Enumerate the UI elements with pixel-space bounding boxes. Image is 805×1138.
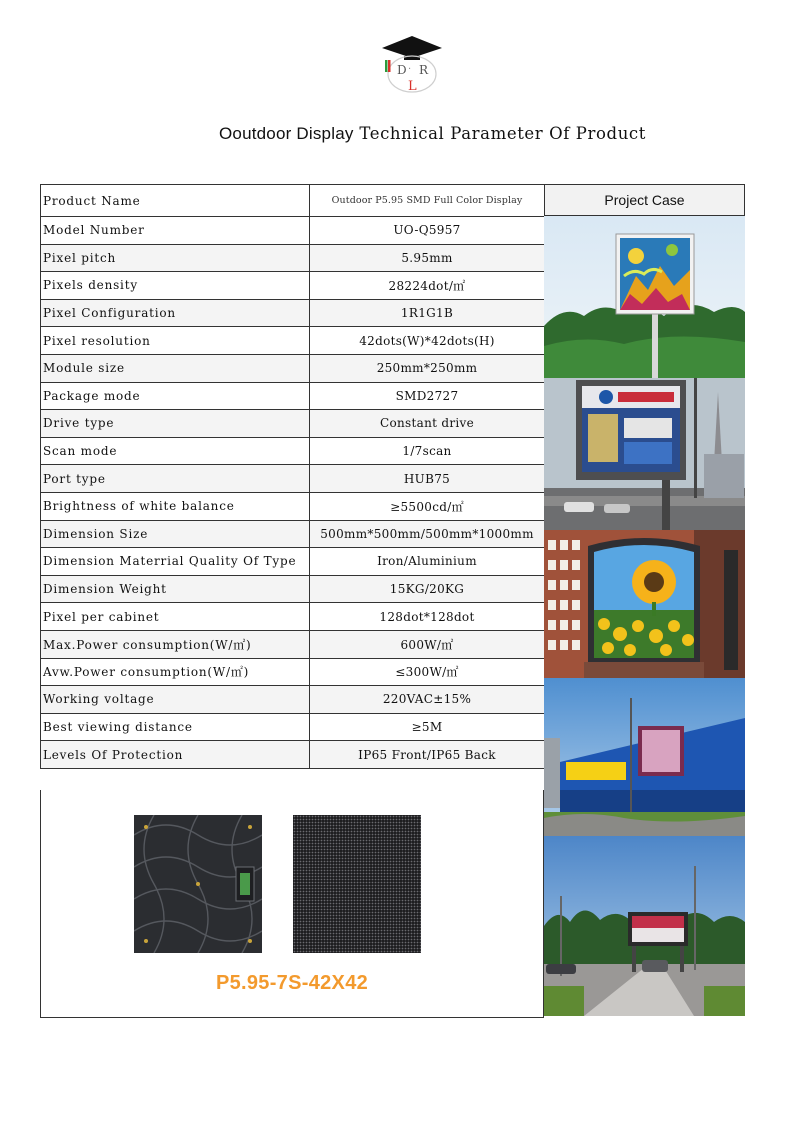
- spec-label: Pixels density: [41, 272, 310, 300]
- spec-row: [41, 382, 545, 410]
- spec-label: Package mode: [41, 382, 310, 410]
- project-case-heading: Project Case: [544, 184, 745, 216]
- logo-letter-d: D: [397, 63, 407, 77]
- spec-value: HUB75: [310, 465, 545, 493]
- project-photo-store-building: [544, 678, 745, 836]
- spec-value: 28224dot/㎡: [310, 272, 545, 300]
- spec-label: Dimension Materrial Quality Of Type: [41, 548, 310, 576]
- spec-label: Pixel pitch: [41, 244, 310, 272]
- spec-label: Avw.Power consumption(W/㎡): [41, 658, 310, 686]
- project-photo-sunflower-facade: [544, 530, 745, 678]
- spec-value: SMD2727: [310, 382, 545, 410]
- spec-value: Constant drive: [310, 410, 545, 438]
- spec-value: 220VAC±15%: [310, 686, 545, 714]
- spec-value: UO-Q5957: [310, 217, 545, 245]
- logo-letter-r: R: [419, 63, 429, 77]
- spec-label: Model Number: [41, 217, 310, 245]
- spec-value: IP65 Front/IP65 Back: [310, 741, 545, 769]
- spec-row: [41, 741, 545, 769]
- spec-value: 500mm*500mm/500mm*1000mm: [310, 520, 545, 548]
- spec-label: Product Name: [41, 185, 310, 217]
- module-back-image: [134, 815, 262, 953]
- spec-row: [41, 713, 545, 741]
- spec-value: ≥5500cd/㎡: [310, 492, 545, 520]
- spec-row: [41, 658, 545, 686]
- spec-value: ≤300W/㎡: [310, 658, 545, 686]
- spec-row: [41, 520, 545, 548]
- spec-label: Dimension Weight: [41, 575, 310, 603]
- spec-label: Drive type: [41, 410, 310, 438]
- title-rest: Technical Parameter Of Product: [359, 124, 646, 143]
- spec-label: Max.Power consumption(W/㎡): [41, 630, 310, 658]
- module-front-image: [293, 815, 421, 953]
- spec-label: Scan mode: [41, 437, 310, 465]
- spec-row: [41, 548, 545, 576]
- spec-row: [41, 630, 545, 658]
- spec-label: Port type: [41, 465, 310, 493]
- module-model-code: P5.95-7S-42X42: [215, 972, 369, 994]
- spec-row: [41, 185, 545, 217]
- spec-row: [41, 686, 545, 714]
- spec-label: Working voltage: [41, 686, 310, 714]
- spec-row: [41, 437, 545, 465]
- spec-label: Levels Of Protection: [41, 741, 310, 769]
- spec-value: ≥5M: [310, 713, 545, 741]
- spec-value: 128dot*128dot: [310, 603, 545, 631]
- spec-label: Pixel Configuration: [41, 299, 310, 327]
- spec-label: Pixel per cabinet: [41, 603, 310, 631]
- spec-value: 600W/㎡: [310, 630, 545, 658]
- logo-letter-l: L: [408, 79, 417, 94]
- spec-value: 15KG/20KG: [310, 575, 545, 603]
- spec-value: 1/7scan: [310, 437, 545, 465]
- spec-row: [41, 272, 545, 300]
- spec-row: [41, 492, 545, 520]
- project-photo-billboard-pole: [544, 216, 745, 378]
- spec-value: Outdoor P5.95 SMD Full Color Display: [310, 185, 545, 217]
- project-photo-street-scene: [544, 836, 745, 1016]
- spec-label: Pixel resolution: [41, 327, 310, 355]
- spec-label: Brightness of white balance: [41, 492, 310, 520]
- spec-row: [41, 603, 545, 631]
- spec-label: Module size: [41, 354, 310, 382]
- spec-row: [41, 299, 545, 327]
- spec-value: 250mm*250mm: [310, 354, 545, 382]
- spec-row: [41, 410, 545, 438]
- spec-row: [41, 327, 545, 355]
- spec-value: 42dots(W)*42dots(H): [310, 327, 545, 355]
- spec-row: [41, 465, 545, 493]
- svg-text:·: ·: [408, 64, 412, 75]
- spec-value: Iron/Aluminium: [310, 548, 545, 576]
- spec-table: [40, 184, 545, 769]
- spec-row: [41, 244, 545, 272]
- project-photo-city-billboard: [544, 378, 745, 530]
- spec-row: [41, 354, 545, 382]
- spec-row: [41, 217, 545, 245]
- page-title: [0, 124, 805, 144]
- company-logo: [378, 30, 444, 94]
- spec-value: 1R1G1B: [310, 299, 545, 327]
- spec-value: 5.95mm: [310, 244, 545, 272]
- spec-row: [41, 575, 545, 603]
- spec-label: Dimension Size: [41, 520, 310, 548]
- spec-label: Best viewing distance: [41, 713, 310, 741]
- title-first-word: Ooutdoor Display: [219, 124, 354, 143]
